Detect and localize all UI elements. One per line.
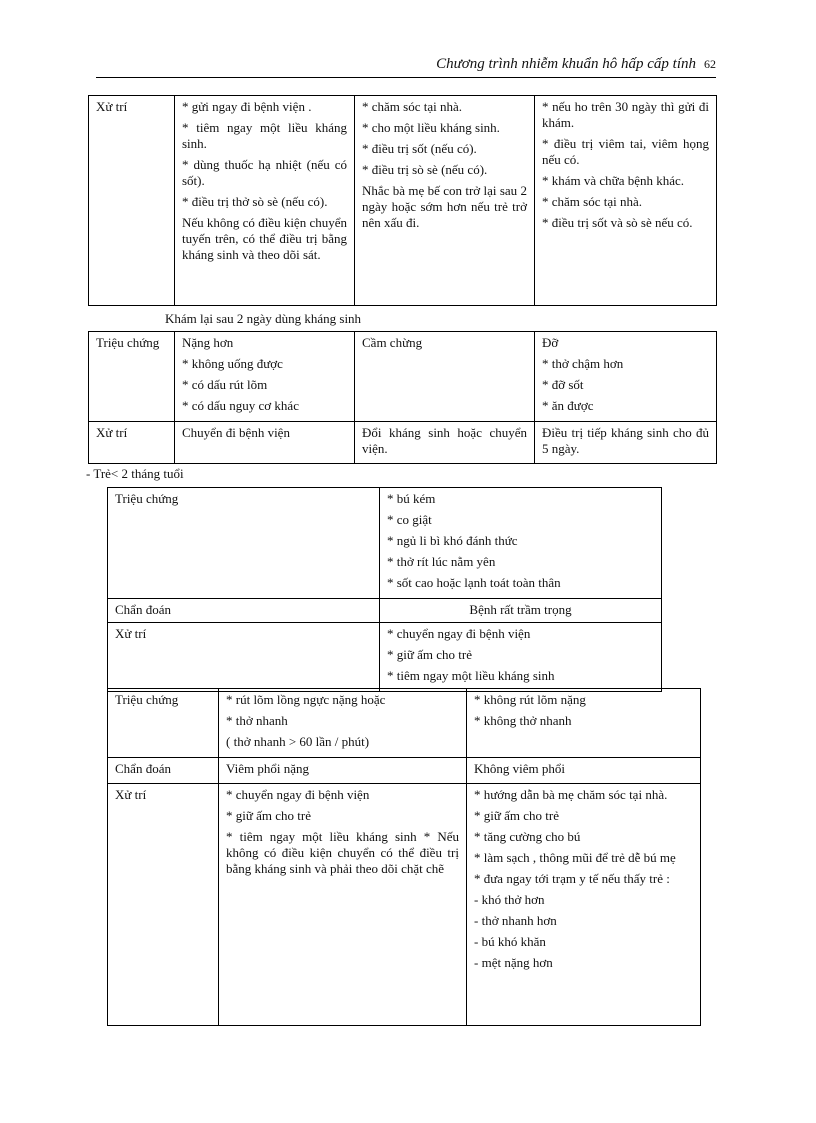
diagnosis-none: Không viêm phổi — [467, 758, 701, 784]
treatment-col-1 — [175, 96, 355, 306]
row-label-treatment: Xử trí — [89, 422, 175, 464]
list-item: * gửi ngay đi bệnh viện . — [182, 99, 312, 114]
symptoms-list — [380, 488, 662, 599]
row-label-treatment: Xử trí — [108, 784, 219, 1026]
list-item: * bú kém — [387, 491, 436, 506]
severe-symptoms — [219, 689, 467, 758]
under-2-months-caption: - Trẻ< 2 tháng tuổi — [86, 466, 184, 481]
list-item: * có dấu rút lõm — [182, 377, 268, 392]
header-divider — [96, 77, 716, 78]
list-item: * tiêm ngay một liều kháng sinh — [387, 668, 555, 683]
list-item: Nặng hơn — [182, 335, 234, 350]
list-item: * chuyển ngay đi bệnh viện — [387, 626, 531, 641]
list-item: * đỡ sốt — [542, 377, 584, 392]
better-column — [535, 332, 717, 422]
row-label-symptoms: Triệu chứng — [108, 488, 380, 599]
list-item: * làm sạch , thông mũi để trẻ dễ bú mẹ — [474, 850, 676, 865]
list-item: * giữ ấm cho trẻ — [474, 808, 560, 823]
list-item: * dùng thuốc hạ nhiệt (nếu có sốt). — [182, 157, 347, 188]
list-item: * chăm sóc tại nhà. — [362, 99, 462, 114]
list-item: - mệt nặng hơn — [474, 955, 553, 970]
list-item: * điều trị thở sò sè (nếu có). — [182, 194, 328, 209]
list-item: * điều trị sò sè (nếu có). — [362, 162, 488, 177]
treatment-severe — [219, 784, 467, 1026]
list-item: * khám và chữa bệnh khác. — [542, 173, 685, 188]
list-item: * thở rít lúc nằm yên — [387, 554, 496, 569]
list-item: * tăng cường cho bú — [474, 829, 581, 844]
list-item: * chuyển ngay đi bệnh viện — [226, 787, 370, 802]
list-item: * thở chậm hơn — [542, 356, 624, 371]
list-item: - thở nhanh hơn — [474, 913, 557, 928]
treatment-table-1 — [88, 95, 717, 306]
page-number: 62 — [704, 57, 716, 71]
list-item: * chăm sóc tại nhà. — [542, 194, 642, 209]
list-item: * co giật — [387, 512, 432, 527]
treatment-col-3 — [535, 96, 717, 306]
list-item: * không uống được — [182, 356, 283, 371]
row-label-symptoms: Triệu chứng — [89, 332, 175, 422]
steady-column — [355, 332, 535, 422]
recheck-table — [88, 331, 717, 464]
diagnosis-severe: Viêm phổi nặng — [219, 758, 467, 784]
list-item: * rút lõm lồng ngực nặng hoặc — [226, 692, 386, 707]
list-item: * đưa ngay tới trạm y tế nếu thấy trẻ : — [474, 871, 670, 886]
list-item: * điều trị sốt và sò sè nếu có. — [542, 215, 693, 230]
list-item: - khó thở hơn — [474, 892, 545, 907]
list-item: * điều trị viêm tai, viêm họng nếu có. — [542, 136, 709, 167]
list-item: Nhắc bà mẹ bế con trở lại sau 2 ngày hoặc sớm hơn nếu trẻ trở nên xấu đi. — [362, 183, 527, 230]
list-item: * không thở nhanh — [474, 713, 572, 728]
treatment-better: Điều trị tiếp kháng sinh cho đủ 5 ngày. — [535, 422, 717, 464]
list-item: * ăn được — [542, 398, 594, 413]
list-item: - bú khó khăn — [474, 934, 546, 949]
list-item: * giữ ấm cho trẻ — [387, 647, 473, 662]
list-item: ( thở nhanh > 60 lần / phút) — [226, 734, 370, 749]
list-item: * không rút lõm nặng — [474, 692, 586, 707]
treatment-steady: Đổi kháng sinh hoặc chuyển viện. — [355, 422, 535, 464]
row-label-diagnosis: Chẩn đoán — [108, 599, 380, 623]
treatment-none — [467, 784, 701, 1026]
row-label-treatment: Xử trí — [108, 623, 380, 692]
row-label-treatment: Xử trí — [89, 96, 175, 306]
list-item: * có dấu nguy cơ khác — [182, 398, 299, 413]
list-item: * hướng dẫn bà mẹ chăm sóc tại nhà. — [474, 787, 668, 802]
pneumonia-table — [107, 688, 701, 1026]
list-item: * tiêm ngay một liều kháng sinh * Nếu không có điều kiện chuyển có thể điều trị bằng kháng sinh và phải theo dõi chặt chẽ — [226, 829, 459, 876]
treatment-worse: Chuyển đi bệnh viện — [175, 422, 355, 464]
list-item: * giữ ấm cho trẻ — [226, 808, 312, 823]
list-item: * điều trị sốt (nếu có). — [362, 141, 477, 156]
row-label-symptoms: Triệu chứng — [108, 689, 219, 758]
list-item: * tiêm ngay một liều kháng sinh. — [182, 120, 347, 151]
treatment-col-2 — [355, 96, 535, 306]
list-item: * nếu ho trên 30 ngày thì gửi đi khám. — [542, 99, 709, 130]
page-header-title: Chương trình nhiễm khuẩn hô hấp cấp tính — [436, 56, 696, 72]
diagnosis-value: Bệnh rất trầm trọng — [380, 599, 662, 623]
recheck-caption: Khám lại sau 2 ngày dùng kháng sinh — [165, 311, 362, 326]
list-item: Đỡ — [542, 335, 559, 350]
list-item: Nếu không có điều kiện chuyển tuyến trên, có thể điều trị bằng kháng sinh và theo dõi sát. — [182, 215, 347, 262]
list-item: * cho một liều kháng sinh. — [362, 120, 500, 135]
row-label-diagnosis: Chẩn đoán — [108, 758, 219, 784]
worse-column — [175, 332, 355, 422]
mild-symptoms — [467, 689, 701, 758]
severe-disease-table — [107, 487, 662, 692]
list-item: * sốt cao hoặc lạnh toát toàn thân — [387, 575, 561, 590]
list-item: * ngủ li bì khó đánh thức — [387, 533, 518, 548]
list-item: * thở nhanh — [226, 713, 288, 728]
treatments-list — [380, 623, 662, 692]
list-item: Cầm chừng — [362, 335, 423, 350]
